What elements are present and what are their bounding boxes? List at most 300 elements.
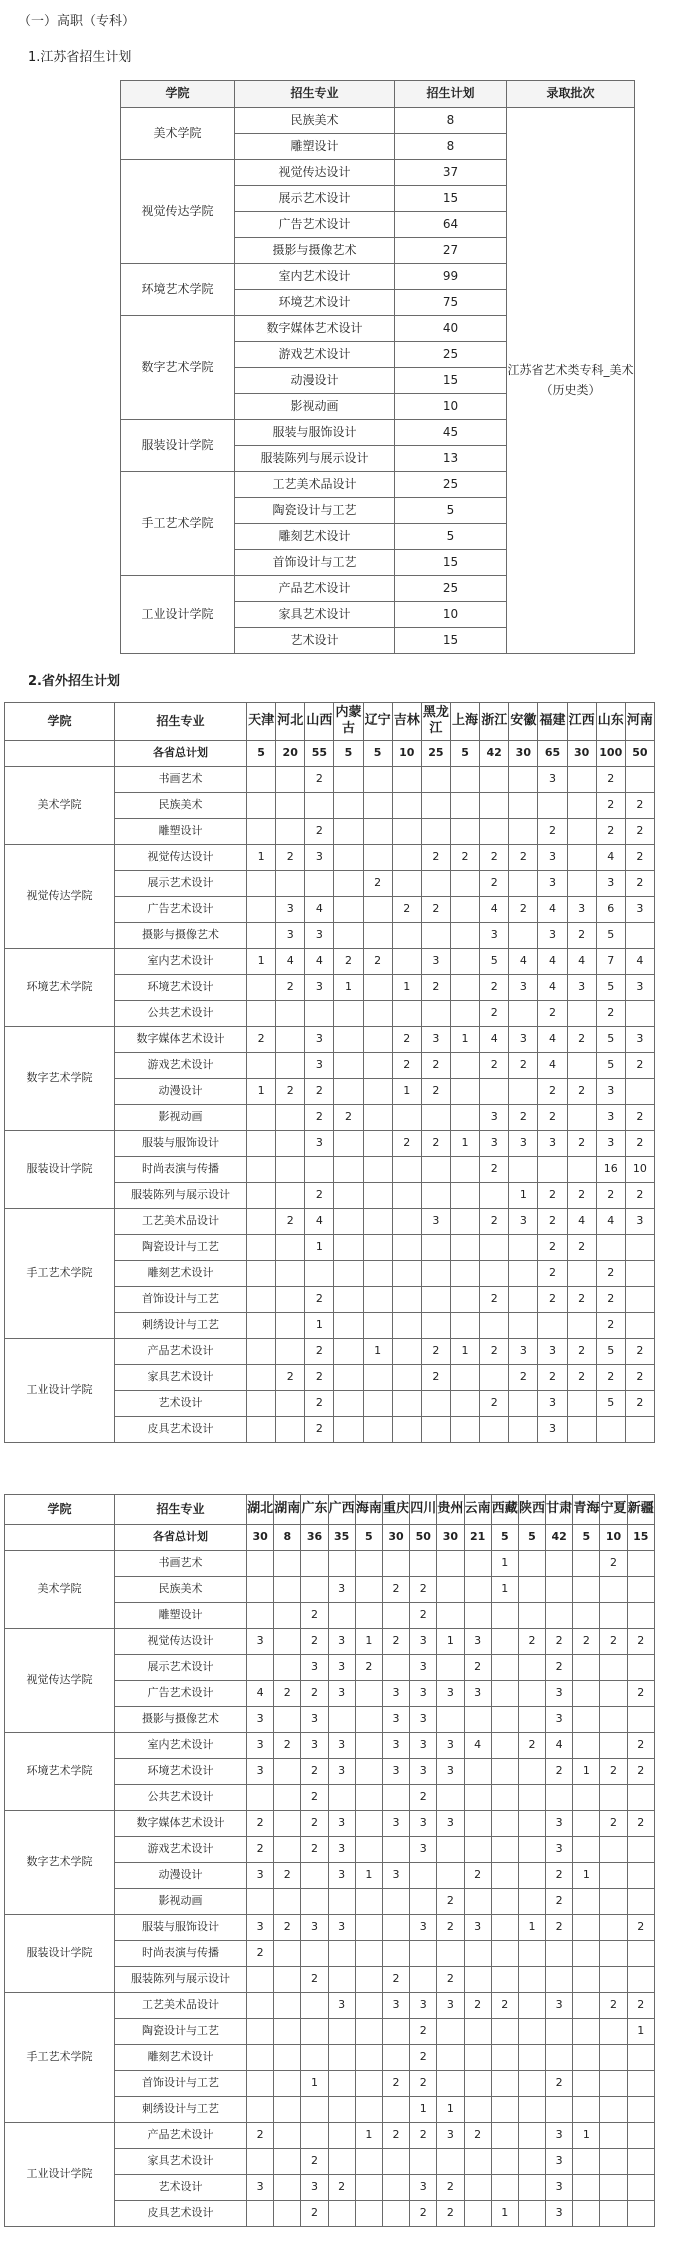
- province-header: 海南: [355, 1495, 382, 1525]
- plan-value-cell: [573, 1733, 600, 1759]
- plan-value-cell: [625, 1260, 654, 1286]
- major-cell: 展示艺术设计: [235, 186, 395, 212]
- plan-value-cell: [410, 1889, 437, 1915]
- plan-value-cell: 4: [567, 1208, 596, 1234]
- plan-value-cell: [437, 2019, 464, 2045]
- plan-value-cell: 2: [600, 1993, 627, 2019]
- plan-value-cell: [392, 1312, 421, 1338]
- plan-value-cell: [509, 922, 538, 948]
- plan-value-cell: 5: [596, 974, 625, 1000]
- plan-value-cell: [382, 2019, 409, 2045]
- plan-value-cell: 2: [627, 1759, 654, 1785]
- plan-value-cell: 5: [596, 1026, 625, 1052]
- plan-value-cell: [334, 1130, 363, 1156]
- plan-value-cell: [546, 2019, 573, 2045]
- plan-value-cell: 5: [596, 1390, 625, 1416]
- major-cell: 服装与服饰设计: [115, 1915, 247, 1941]
- plan-value-cell: 2: [567, 1234, 596, 1260]
- plan-value-cell: 1: [437, 1629, 464, 1655]
- plan-value-cell: 3: [410, 1837, 437, 1863]
- plan-value-cell: 2: [276, 974, 305, 1000]
- major-cell: 雕刻艺术设计: [115, 2045, 247, 2071]
- plan-value-cell: [328, 1785, 355, 1811]
- plan-value-cell: [491, 2123, 518, 2149]
- plan-value-cell: [464, 1551, 491, 1577]
- plan-value-cell: [567, 1104, 596, 1130]
- column-header-college: 学院: [5, 1495, 115, 1525]
- plan-value-cell: [355, 1993, 382, 2019]
- plan-value-cell: [363, 818, 392, 844]
- plan-value-cell: [480, 1260, 509, 1286]
- province-header: 浙江: [480, 703, 509, 741]
- plan-value-cell: [491, 1655, 518, 1681]
- plan-value-cell: [491, 2019, 518, 2045]
- plan-value-cell: [627, 1941, 654, 1967]
- plan-value-cell: [518, 1967, 545, 1993]
- plan-value-cell: [421, 1182, 450, 1208]
- plan-value-cell: [355, 1707, 382, 1733]
- plan-value-cell: [247, 1286, 276, 1312]
- plan-value-cell: [328, 2149, 355, 2175]
- plan-value-cell: [567, 1260, 596, 1286]
- major-cell: 时尚表演与传播: [115, 1156, 247, 1182]
- plan-value-cell: [274, 2045, 301, 2071]
- total-cell: 5: [491, 1525, 518, 1551]
- plan-value-cell: [546, 1603, 573, 1629]
- major-cell: 刺绣设计与工艺: [115, 2097, 247, 2123]
- plan-value-cell: [518, 2123, 545, 2149]
- plan-value-cell: 2: [355, 1655, 382, 1681]
- plan-value-cell: [392, 1000, 421, 1026]
- plan-value-cell: 3: [305, 1026, 334, 1052]
- plan-value-cell: [437, 2149, 464, 2175]
- plan-value-cell: [625, 1312, 654, 1338]
- plan-value-cell: 2: [625, 818, 654, 844]
- plan-value-cell: [491, 1837, 518, 1863]
- major-cell: 工艺美术品设计: [235, 472, 395, 498]
- plan-value-cell: [328, 2071, 355, 2097]
- major-cell: 影视动画: [235, 394, 395, 420]
- plan-value-cell: [363, 1130, 392, 1156]
- plan-value-cell: 2: [567, 1338, 596, 1364]
- plan-value-cell: [625, 1000, 654, 1026]
- plan-value-cell: [567, 1156, 596, 1182]
- province-header: 湖南: [274, 1495, 301, 1525]
- plan-value-cell: 3: [328, 1863, 355, 1889]
- empty-cell: [5, 1525, 115, 1551]
- plan-value-cell: [274, 2149, 301, 2175]
- plan-value-cell: [600, 1655, 627, 1681]
- plan-value-cell: [450, 896, 479, 922]
- plan-value-cell: [518, 1681, 545, 1707]
- plan-value-cell: [600, 1681, 627, 1707]
- plan-value-cell: 3: [382, 1759, 409, 1785]
- plan-value-cell: [600, 2201, 627, 2227]
- table-row: [5, 948, 655, 974]
- plan-value-cell: 2: [480, 1052, 509, 1078]
- plan-value-cell: [276, 1182, 305, 1208]
- major-cell: 艺术设计: [115, 1390, 247, 1416]
- plan-value-cell: 3: [538, 1390, 567, 1416]
- college-cell: 数字艺术学院: [5, 1026, 115, 1130]
- plan-value-cell: [247, 1889, 274, 1915]
- plan-value-cell: 2: [276, 1078, 305, 1104]
- part2-title: 2.省外招生计划: [28, 674, 120, 689]
- major-cell: 服装陈列与展示设计: [115, 1967, 247, 1993]
- plan-value-cell: [276, 1130, 305, 1156]
- plan-value-cell: [334, 844, 363, 870]
- plan-value-cell: [247, 896, 276, 922]
- plan-value-cell: [625, 766, 654, 792]
- plan-value-cell: [301, 1941, 328, 1967]
- plan-value-cell: [464, 1837, 491, 1863]
- major-cell: 民族美术: [115, 1577, 247, 1603]
- plan-value-cell: [627, 1967, 654, 1993]
- total-cell: 50: [410, 1525, 437, 1551]
- plan-value-cell: [491, 2149, 518, 2175]
- plan-value-cell: 2: [274, 1915, 301, 1941]
- plan-value-cell: 3: [305, 974, 334, 1000]
- plan-value-cell: 3: [464, 1681, 491, 1707]
- plan-value-cell: [363, 844, 392, 870]
- major-cell: 摄影与摄像艺术: [235, 238, 395, 264]
- plan-value-cell: 4: [305, 948, 334, 974]
- plan-value-cell: 2: [301, 1603, 328, 1629]
- part1-title: 1.江苏省招生计划: [28, 50, 132, 65]
- plan-count-cell: 13: [395, 446, 507, 472]
- plan-value-cell: 3: [328, 1681, 355, 1707]
- plan-value-cell: 4: [509, 948, 538, 974]
- plan-value-cell: 2: [625, 1364, 654, 1390]
- plan-value-cell: [491, 2175, 518, 2201]
- plan-value-cell: 3: [328, 1837, 355, 1863]
- plan-value-cell: 2: [546, 1655, 573, 1681]
- total-cell: 30: [437, 1525, 464, 1551]
- plan-value-cell: [328, 1551, 355, 1577]
- plan-value-cell: [509, 1000, 538, 1026]
- plan-value-cell: [247, 1312, 276, 1338]
- plan-value-cell: [450, 1286, 479, 1312]
- plan-value-cell: [491, 1759, 518, 1785]
- plan-value-cell: [247, 2019, 274, 2045]
- plan-value-cell: 2: [363, 948, 392, 974]
- plan-value-cell: 1: [247, 1078, 276, 1104]
- table-row: [5, 766, 655, 792]
- plan-value-cell: 3: [437, 1733, 464, 1759]
- college-cell: 手工艺术学院: [5, 1208, 115, 1338]
- column-header-major: 招生专业: [115, 703, 247, 741]
- plan-value-cell: [276, 1234, 305, 1260]
- plan-value-cell: 2: [491, 1993, 518, 2019]
- plan-value-cell: [334, 870, 363, 896]
- column-header-college: 学院: [5, 703, 115, 741]
- plan-value-cell: 3: [437, 1811, 464, 1837]
- plan-value-cell: 2: [509, 1364, 538, 1390]
- plan-value-cell: 2: [305, 1390, 334, 1416]
- plan-value-cell: [301, 1993, 328, 2019]
- plan-value-cell: [518, 1837, 545, 1863]
- plan-value-cell: [363, 1234, 392, 1260]
- major-cell: 室内艺术设计: [115, 948, 247, 974]
- plan-value-cell: [363, 1208, 392, 1234]
- plan-value-cell: [567, 1390, 596, 1416]
- plan-value-cell: [355, 1551, 382, 1577]
- plan-value-cell: 2: [276, 1364, 305, 1390]
- plan-value-cell: 3: [421, 1208, 450, 1234]
- plan-value-cell: [518, 1759, 545, 1785]
- plan-value-cell: 2: [410, 2045, 437, 2071]
- plan-value-cell: [567, 792, 596, 818]
- table-row: [5, 1338, 655, 1364]
- plan-value-cell: [538, 792, 567, 818]
- plan-value-cell: 2: [437, 1915, 464, 1941]
- plan-value-cell: [301, 2019, 328, 2045]
- plan-value-cell: [247, 1104, 276, 1130]
- province-header: 山西: [305, 703, 334, 741]
- plan-value-cell: [518, 2097, 545, 2123]
- plan-value-cell: [247, 1390, 276, 1416]
- plan-value-cell: 2: [301, 2201, 328, 2227]
- plan-value-cell: 2: [392, 896, 421, 922]
- plan-value-cell: 1: [450, 1130, 479, 1156]
- plan-value-cell: [625, 922, 654, 948]
- college-cell: 美术学院: [5, 766, 115, 844]
- plan-value-cell: 2: [247, 1811, 274, 1837]
- plan-value-cell: [421, 1416, 450, 1442]
- plan-value-cell: 3: [301, 1655, 328, 1681]
- plan-value-cell: [627, 2097, 654, 2123]
- plan-value-cell: [410, 1551, 437, 1577]
- plan-value-cell: 5: [480, 948, 509, 974]
- plan-value-cell: 3: [546, 1993, 573, 2019]
- plan-value-cell: 2: [509, 1104, 538, 1130]
- major-cell: 艺术设计: [235, 628, 395, 654]
- table-row: [5, 1208, 655, 1234]
- plan-value-cell: [464, 2097, 491, 2123]
- plan-value-cell: [421, 1234, 450, 1260]
- major-cell: 环境艺术设计: [115, 974, 247, 1000]
- plan-value-cell: 3: [382, 1811, 409, 1837]
- plan-value-cell: 1: [392, 974, 421, 1000]
- major-cell: 民族美术: [235, 108, 395, 134]
- plan-value-cell: [355, 2149, 382, 2175]
- plan-value-cell: [450, 1208, 479, 1234]
- plan-value-cell: [573, 2045, 600, 2071]
- plan-value-cell: 3: [328, 1993, 355, 2019]
- table-row: [5, 844, 655, 870]
- plan-value-cell: [334, 1260, 363, 1286]
- plan-value-cell: [600, 1837, 627, 1863]
- plan-value-cell: [274, 1941, 301, 1967]
- plan-value-cell: 1: [437, 2097, 464, 2123]
- plan-value-cell: [276, 1104, 305, 1130]
- plan-value-cell: [274, 1707, 301, 1733]
- total-cell: 5: [573, 1525, 600, 1551]
- plan-value-cell: 2: [480, 1338, 509, 1364]
- province-header: 贵州: [437, 1495, 464, 1525]
- plan-value-cell: 2: [301, 1837, 328, 1863]
- plan-value-cell: [363, 1416, 392, 1442]
- province-header: 安徽: [509, 703, 538, 741]
- plan-value-cell: 4: [538, 896, 567, 922]
- plan-value-cell: 2: [627, 1915, 654, 1941]
- plan-value-cell: [328, 2201, 355, 2227]
- plan-value-cell: 4: [596, 1208, 625, 1234]
- plan-value-cell: [421, 1260, 450, 1286]
- plan-value-cell: 2: [305, 1338, 334, 1364]
- major-cell: 首饰设计与工艺: [115, 1286, 247, 1312]
- plan-value-cell: 5: [596, 1338, 625, 1364]
- plan-value-cell: [328, 2019, 355, 2045]
- plan-value-cell: [276, 792, 305, 818]
- plan-value-cell: 2: [464, 2123, 491, 2149]
- plan-value-cell: 3: [410, 1629, 437, 1655]
- plan-value-cell: 3: [546, 2175, 573, 2201]
- plan-value-cell: [421, 1104, 450, 1130]
- major-cell: 公共艺术设计: [115, 1000, 247, 1026]
- plan-value-cell: [274, 2097, 301, 2123]
- plan-value-cell: [421, 1000, 450, 1026]
- plan-value-cell: 2: [305, 818, 334, 844]
- total-cell: 30: [382, 1525, 409, 1551]
- plan-value-cell: [392, 1416, 421, 1442]
- plan-value-cell: 2: [421, 1130, 450, 1156]
- plan-count-cell: 5: [395, 498, 507, 524]
- total-cell: 20: [276, 740, 305, 766]
- plan-value-cell: 2: [305, 1416, 334, 1442]
- plan-value-cell: [355, 1681, 382, 1707]
- college-cell: 工业设计学院: [5, 2123, 115, 2227]
- plan-value-cell: 3: [328, 1655, 355, 1681]
- batch-cell: 江苏省艺术类专科_美术（历史类）: [507, 108, 635, 654]
- plan-value-cell: [363, 1156, 392, 1182]
- plan-value-cell: 2: [247, 1837, 274, 1863]
- plan-value-cell: 2: [410, 2201, 437, 2227]
- plan-value-cell: [627, 1603, 654, 1629]
- plan-value-cell: 1: [450, 1026, 479, 1052]
- plan-value-cell: [546, 1967, 573, 1993]
- plan-value-cell: 3: [464, 1915, 491, 1941]
- plan-value-cell: [573, 1837, 600, 1863]
- plan-value-cell: 2: [421, 1338, 450, 1364]
- total-cell: 5: [518, 1525, 545, 1551]
- plan-value-cell: [450, 1104, 479, 1130]
- plan-value-cell: 3: [546, 1811, 573, 1837]
- table-row: [5, 1993, 655, 2019]
- plan-value-cell: 1: [247, 844, 276, 870]
- plan-value-cell: [421, 922, 450, 948]
- plan-value-cell: [247, 1260, 276, 1286]
- plan-value-cell: 2: [421, 1052, 450, 1078]
- plan-value-cell: [600, 1733, 627, 1759]
- plan-value-cell: [382, 1941, 409, 1967]
- plan-value-cell: 1: [305, 1312, 334, 1338]
- plan-value-cell: [518, 2071, 545, 2097]
- plan-value-cell: [573, 1993, 600, 2019]
- plan-value-cell: [627, 2071, 654, 2097]
- plan-value-cell: [450, 1000, 479, 1026]
- plan-value-cell: 4: [538, 1026, 567, 1052]
- plan-value-cell: [382, 2201, 409, 2227]
- plan-value-cell: 2: [247, 1941, 274, 1967]
- major-cell: 雕塑设计: [115, 1603, 247, 1629]
- plan-count-cell: 37: [395, 160, 507, 186]
- major-cell: 书画艺术: [115, 766, 247, 792]
- plan-value-cell: 2: [480, 1208, 509, 1234]
- plan-value-cell: [567, 844, 596, 870]
- plan-value-cell: [363, 896, 392, 922]
- plan-value-cell: [509, 870, 538, 896]
- plan-value-cell: [276, 870, 305, 896]
- plan-value-cell: [334, 1000, 363, 1026]
- plan-value-cell: 3: [509, 974, 538, 1000]
- plan-value-cell: 2: [392, 1052, 421, 1078]
- major-cell: 视觉传达设计: [115, 1629, 247, 1655]
- plan-value-cell: 1: [450, 1338, 479, 1364]
- plan-value-cell: [363, 1000, 392, 1026]
- plan-value-cell: [363, 1364, 392, 1390]
- plan-value-cell: 2: [437, 2175, 464, 2201]
- plan-value-cell: [491, 1889, 518, 1915]
- plan-value-cell: 2: [334, 948, 363, 974]
- plan-value-cell: 16: [596, 1156, 625, 1182]
- total-cell: 5: [363, 740, 392, 766]
- college-cell: 美术学院: [5, 1551, 115, 1629]
- plan-value-cell: 1: [363, 1338, 392, 1364]
- plan-value-cell: [627, 2123, 654, 2149]
- plan-value-cell: 2: [596, 792, 625, 818]
- plan-value-cell: [518, 1785, 545, 1811]
- plan-value-cell: [450, 1156, 479, 1182]
- plan-value-cell: [421, 1286, 450, 1312]
- plan-value-cell: 2: [334, 1104, 363, 1130]
- plan-value-cell: [247, 1967, 274, 1993]
- plan-value-cell: 2: [567, 1026, 596, 1052]
- college-cell: 服装设计学院: [121, 420, 235, 472]
- plan-value-cell: 2: [305, 766, 334, 792]
- plan-value-cell: 3: [410, 1811, 437, 1837]
- plan-value-cell: [334, 1208, 363, 1234]
- plan-value-cell: [596, 1416, 625, 1442]
- plan-value-cell: 1: [247, 948, 276, 974]
- plan-value-cell: 3: [328, 1577, 355, 1603]
- major-cell: 广告艺术设计: [235, 212, 395, 238]
- plan-value-cell: [247, 1785, 274, 1811]
- plan-value-cell: [334, 1182, 363, 1208]
- plan-value-cell: [509, 766, 538, 792]
- plan-value-cell: [464, 1811, 491, 1837]
- plan-value-cell: [334, 1156, 363, 1182]
- plan-value-cell: 2: [480, 1390, 509, 1416]
- total-cell: 5: [334, 740, 363, 766]
- table-row: [5, 2123, 655, 2149]
- plan-value-cell: [437, 1577, 464, 1603]
- plan-value-cell: [355, 1759, 382, 1785]
- major-cell: 影视动画: [115, 1104, 247, 1130]
- plan-value-cell: [573, 1707, 600, 1733]
- total-cell: 5: [355, 1525, 382, 1551]
- plan-value-cell: 3: [247, 1629, 274, 1655]
- plan-value-cell: 3: [437, 1759, 464, 1785]
- plan-value-cell: 4: [538, 974, 567, 1000]
- plan-value-cell: [382, 1785, 409, 1811]
- plan-value-cell: [410, 2149, 437, 2175]
- plan-value-cell: 3: [247, 1759, 274, 1785]
- plan-value-cell: [247, 1156, 276, 1182]
- plan-value-cell: [573, 2019, 600, 2045]
- plan-value-cell: 2: [627, 1993, 654, 2019]
- plan-value-cell: 2: [480, 870, 509, 896]
